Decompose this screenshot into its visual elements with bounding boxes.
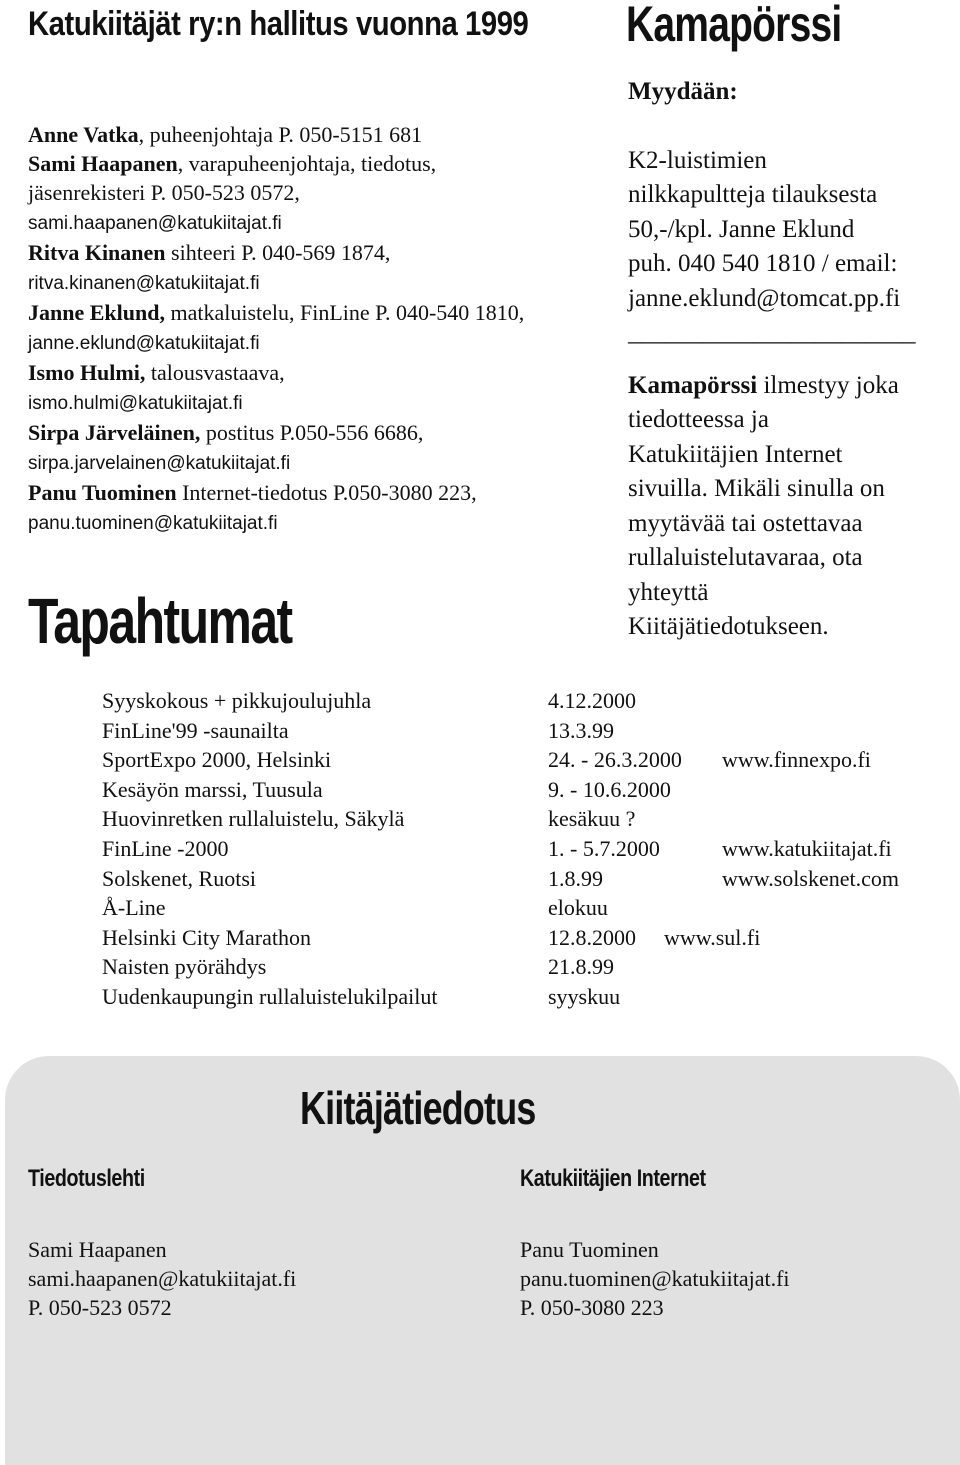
member-email[interactable]: panu.tuominen@katukiitajat.fi (28, 513, 278, 534)
market-info-line: myytävää tai ostettavaa (628, 509, 863, 537)
market-info-bold: Kamapörssi (628, 371, 758, 399)
market-info-line: Katukiitäjien Internet (628, 440, 843, 468)
board-title: Katukiitäjät ry:n hallitus vuonna 1999 (28, 5, 529, 43)
event-name: FinLine -2000 (102, 835, 229, 861)
market-info-line: yhteyttä (628, 578, 709, 606)
event-name: Huovinretken rullaluistelu, Säkylä (102, 806, 405, 832)
contact-email[interactable]: sami.haapanen@katukiitajat.fi (28, 1266, 297, 1291)
event-date: 12.8.2000 (548, 924, 636, 950)
board-line (28, 178, 598, 207)
market-info-line (628, 369, 948, 404)
market-ad-line: janne.eklund@tomcat.pp.fi (628, 284, 901, 312)
board-line (28, 149, 598, 178)
contact-column-newsletter (28, 1235, 296, 1322)
market-info (628, 369, 948, 645)
event-name: Syyskokous + pikkujoulujuhla (102, 688, 372, 713)
event-date: 21.8.99 (548, 954, 614, 980)
board-member-list (28, 120, 598, 538)
event-date: syyskuu (548, 983, 621, 1009)
market-info-line: tiedotteessa ja (628, 406, 769, 433)
board-line (28, 358, 598, 387)
event-date: kesäkuu ? (548, 806, 636, 832)
member-email[interactable]: janne.eklund@katukiitajat.fi (28, 333, 260, 354)
market-ad-line: K2-luistimien (628, 146, 767, 174)
member-role: sihteeri P. 040-569 1874, (165, 240, 391, 265)
member-name: Sami Haapanen (28, 151, 178, 176)
event-date: 4.12.2000 (548, 688, 636, 713)
board-line (28, 507, 598, 538)
board-line (28, 238, 598, 267)
member-email[interactable]: ismo.hulmi@katukiitajat.fi (28, 393, 243, 414)
member-name: Sirpa Järveläinen, (28, 420, 201, 445)
contact-title: Kiitäjätiedotus (300, 1082, 536, 1134)
member-role: , puheenjohtaja P. 050-5151 681 (138, 122, 423, 147)
contact-name: Panu Tuominen (520, 1237, 659, 1262)
market-ad-line: puh. 040 540 1810 / email: (628, 250, 898, 277)
member-role: , varapuheenjohtaja, tiedotus, (177, 151, 437, 176)
event-date: 13.3.99 (548, 717, 614, 743)
board-line (28, 267, 598, 298)
events-title: Tapahtumat (28, 585, 292, 657)
member-role: matkaluistelu, FinLine P. 040-540 1810, (164, 300, 525, 325)
event-name: Uudenkaupungin rullaluistelukilpailut (102, 983, 438, 1009)
event-name: Å-Line (102, 895, 166, 921)
market-info-line: Kiitäjätiedotukseen. (628, 613, 829, 640)
market-subtitle: Myydään: (628, 78, 738, 105)
event-name: SportExpo 2000, Helsinki (102, 747, 332, 773)
member-name: Ismo Hulmi, (28, 360, 146, 385)
event-date: elokuu (548, 895, 608, 921)
market-title: Kamapörssi (626, 0, 842, 52)
event-url[interactable]: www.sul.fi (664, 924, 761, 950)
event-name: Helsinki City Marathon (102, 924, 311, 950)
member-role: postitus P.050-556 6686, (200, 420, 424, 445)
event-name: Kesäyön marssi, Tuusula (102, 776, 323, 802)
market-info-line: sivuilla. Mikäli sinulla on (628, 475, 885, 502)
contact-email[interactable]: panu.tuominen@katukiitajat.fi (520, 1266, 790, 1291)
event-date: 9. - 10.6.2000 (548, 776, 671, 802)
event-url[interactable]: www.katukiitajat.fi (722, 835, 892, 861)
event-date: 24. - 26.3.2000 (548, 747, 682, 773)
board-line (28, 207, 598, 238)
member-email[interactable]: sirpa.jarvelainen@katukiitajat.fi (28, 453, 291, 474)
member-email[interactable]: sami.haapanen@katukiitajat.fi (28, 213, 282, 234)
contact-column-internet (520, 1235, 790, 1322)
contact-phone: P. 050-523 0572 (28, 1295, 172, 1320)
market-info-rest: ilmestyy joka (757, 371, 899, 399)
member-role: Internet-tiedotus P.050-3080 223, (176, 480, 477, 505)
contact-name: Sami Haapanen (28, 1237, 167, 1262)
member-detail: jäsenrekisteri P. 050-523 0572, (28, 180, 300, 205)
market-ad (628, 144, 948, 317)
market-ad-line: nilkkapultteja tilauksesta (628, 181, 878, 208)
member-name: Anne Vatka (28, 122, 139, 147)
board-line (28, 120, 598, 149)
member-name: Janne Eklund, (28, 300, 165, 325)
board-line (28, 298, 598, 327)
event-url[interactable]: www.solskenet.com (722, 865, 899, 891)
event-date: 1. - 5.7.2000 (548, 835, 660, 861)
board-line (28, 418, 598, 447)
contact-phone: P. 050-3080 223 (520, 1295, 664, 1320)
member-name: Ritva Kinanen (28, 240, 166, 265)
member-role: talousvastaava, (145, 360, 285, 385)
member-email[interactable]: ritva.kinanen@katukiitajat.fi (28, 273, 260, 294)
contact-column-title-newsletter: Tiedotuslehti (28, 1165, 145, 1192)
board-line (28, 387, 598, 418)
market-ad-line: 50,-/kpl. Janne Eklund (628, 215, 855, 243)
market-divider: _______________________ (628, 319, 916, 346)
event-name: FinLine'99 -saunailta (102, 717, 289, 743)
market-info-line: rullaluistelutavaraa, ota (628, 544, 863, 571)
board-line (28, 327, 598, 358)
board-line (28, 447, 598, 478)
board-line (28, 478, 598, 507)
event-url[interactable]: www.finnexpo.fi (722, 747, 871, 773)
event-date: 1.8.99 (548, 865, 603, 891)
member-name: Panu Tuominen (28, 480, 177, 505)
market-section (628, 75, 948, 645)
event-name: Solskenet, Ruotsi (102, 865, 257, 891)
event-name: Naisten pyörähdys (102, 954, 267, 980)
contact-column-title-internet: Katukiitäjien Internet (520, 1165, 706, 1192)
